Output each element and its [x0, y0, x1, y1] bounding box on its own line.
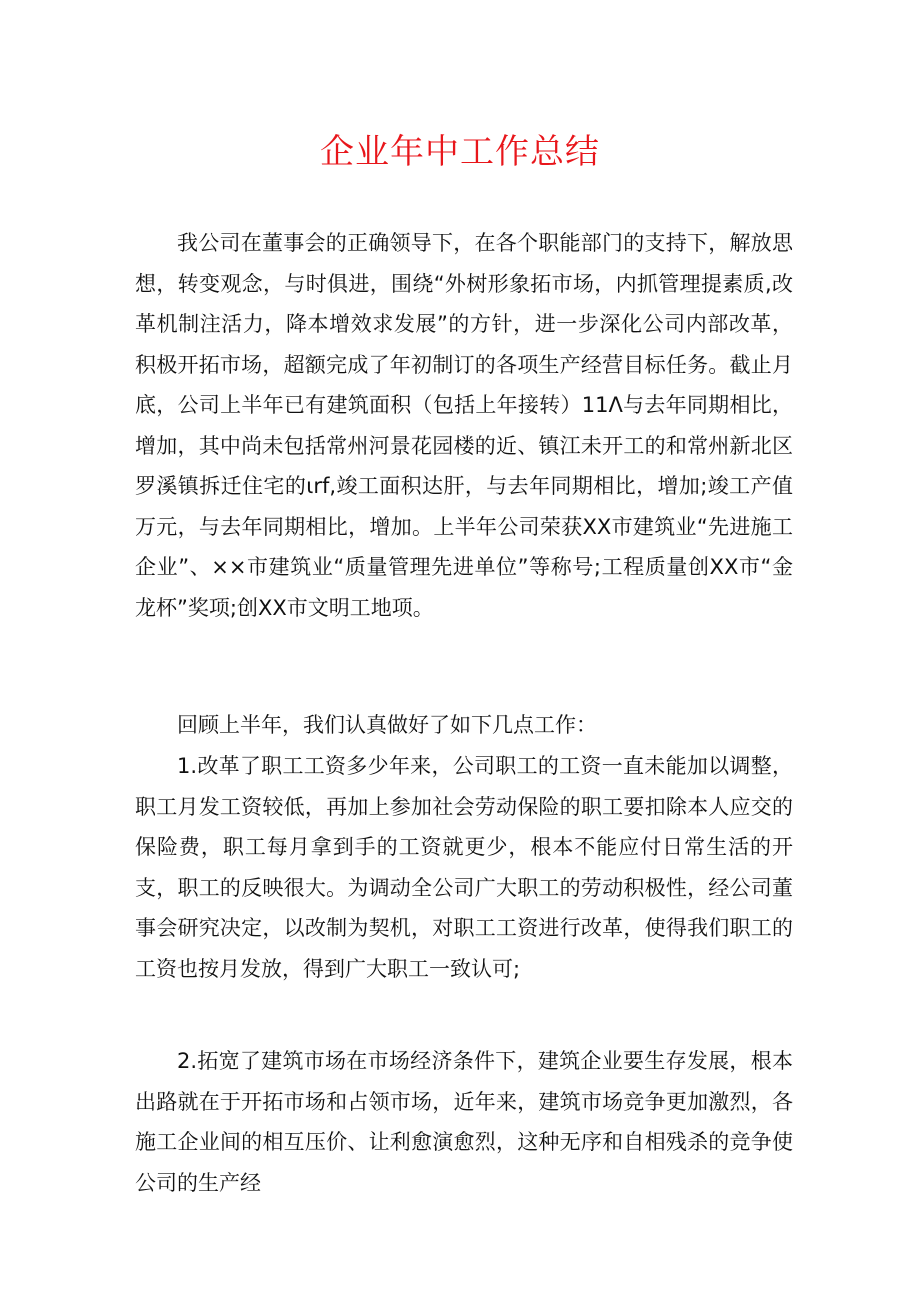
paragraph-intro: 我公司在董事会的正确领导下，在各个职能部门的支持下，解放思想，转变观念，与时俱进，围绕“外树形象拓市场，内抓管理提素质,改革机制注活力，降本增效求发展”的方针，进一步深化公司内部改革，积极开拓市场，超额完成了年初制订的各项生产经营目标任务。截止月底，公司上半年已有建筑面积（包括上年接转）11Λ与去年同期相比，增加，其中尚未包括常州河景花园楼的近、镇江未开工的和常州新北区罗溪镇拆迁住宅的ιrf,竣工面积达肝，与去年同期相比，增加;竣工产值万元，与去年同期相比，增加。上半年公司荣获XX市建筑业“先进施工企业”、××市建筑业“质量管理先进单位”等称号;工程质量创XX市“金龙杯”奖项;创XX市文明工地项。: [135, 231, 793, 620]
document-title: 企业年中工作总结: [320, 132, 600, 172]
paragraph-review: 回顾上半年，我们认真做好了如下几点工作：: [177, 713, 597, 737]
paragraph-item-1: 1.改革了职工工资多少年来，公司职工的工资一直未能加以调整，职工月发工资较低，再加上参加社会劳动保险的职工要扣除本人应交的保险费，职工每月拿到手的工资就更少，根本不能应付日常生活的开支，职工的反映很大。为调动全公司广大职工的劳动积极性，经公司董事会研究决定，以改制为契机，对职工工资进行改革，使得我们职工的工资也按月发放，得到广大职工一致认可;: [135, 754, 793, 981]
paragraph-item-2: 2.拓宽了建筑市场在市场经济条件下，建筑企业要生存发展，根本出路就在于开拓市场和占领市场，近年来，建筑市场竞争更加激烈，各施工企业间的相互压价、让利愈演愈烈，这种无序和自相残杀的竞争使公司的生产经: [135, 1049, 793, 1195]
